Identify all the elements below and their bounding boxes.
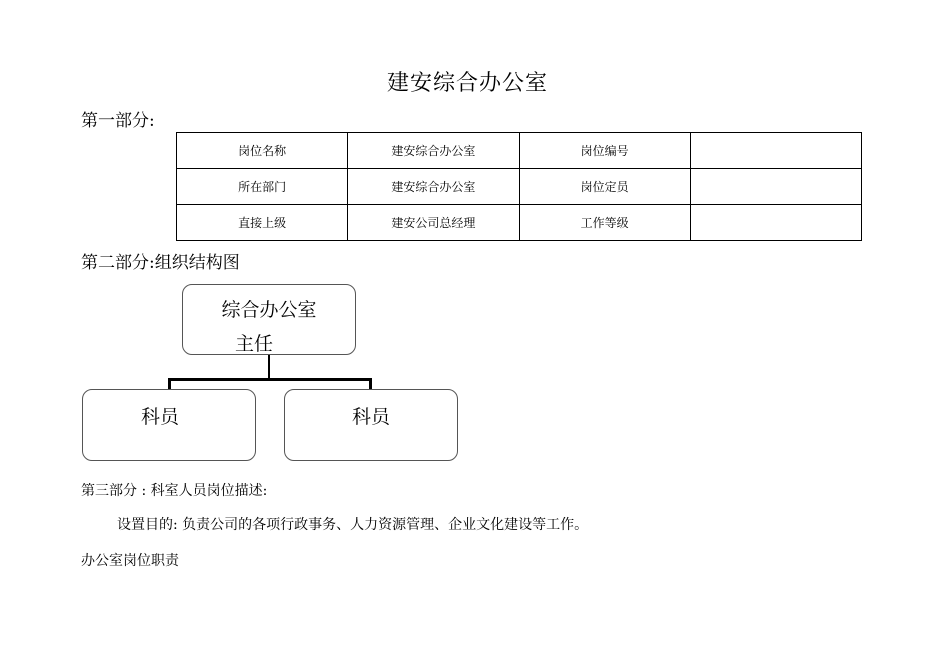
- org-head-line1: 综合办公室: [221, 299, 317, 321]
- org-connector-vertical: [268, 355, 270, 379]
- org-staff-left-label: 科员: [140, 406, 179, 428]
- table-cell: 岗位名称: [177, 133, 348, 169]
- table-cell: [690, 205, 861, 241]
- org-connector-right-drop: [369, 378, 372, 389]
- table-cell: 岗位定员: [519, 169, 690, 205]
- org-staff-box-right: [284, 389, 458, 461]
- table-cell: 建安综合办公室: [348, 133, 519, 169]
- purpose-paragraph: 设置目的: 负责公司的各项行政事务、人力资源管理、企业文化建设等工作。: [117, 517, 589, 533]
- table-cell: 建安综合办公室: [348, 169, 519, 205]
- org-head-line2: 主任: [234, 333, 273, 355]
- position-info-table: [176, 132, 862, 241]
- org-staff-box-left: [82, 389, 256, 461]
- table-cell: 岗位编号: [519, 133, 690, 169]
- section3-heading: 第三部分 : 科室人员岗位描述:: [81, 483, 268, 499]
- org-connector-left-drop: [168, 378, 171, 389]
- table-cell: [690, 169, 861, 205]
- table-row: [177, 169, 862, 205]
- org-head-box: [182, 284, 356, 355]
- section2-heading: 第二部分:组织结构图: [81, 253, 240, 273]
- table-cell: 建安公司总经理: [348, 205, 519, 241]
- table-cell: 工作等级: [519, 205, 690, 241]
- table-row: [177, 205, 862, 241]
- org-connector-horizontal: [168, 378, 372, 381]
- section1-heading: 第一部分:: [81, 111, 155, 131]
- org-staff-right-label: 科员: [351, 406, 390, 428]
- table-row: [177, 133, 862, 169]
- table-cell: 直接上级: [177, 205, 348, 241]
- duties-heading: 办公室岗位职责: [81, 553, 179, 569]
- document-title: 建安综合办公室: [386, 71, 548, 96]
- table-cell: 所在部门: [177, 169, 348, 205]
- table-cell: [690, 133, 861, 169]
